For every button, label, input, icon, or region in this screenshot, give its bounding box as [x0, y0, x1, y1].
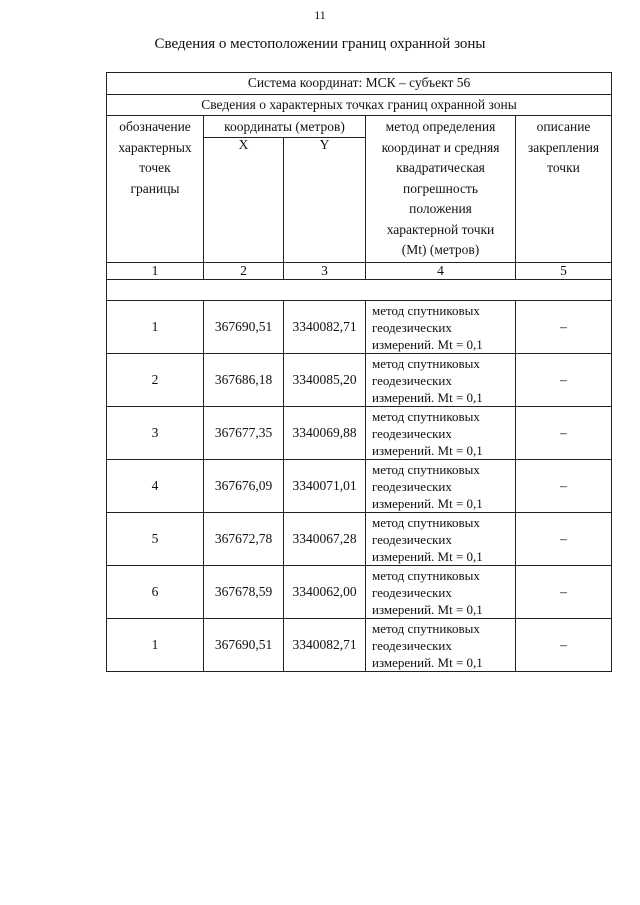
boundary-points-table	[106, 72, 612, 672]
point-cell: 4	[107, 460, 204, 513]
column-number: 3	[284, 263, 366, 280]
column-number: 1	[107, 263, 204, 280]
x-cell: 367678,59	[204, 566, 284, 619]
fixing-cell: –	[516, 407, 612, 460]
point-cell: 1	[107, 619, 204, 672]
method-cell: метод спутниковых геодезических измерений. Mt = 0,1	[366, 354, 516, 407]
page-number: 11	[314, 8, 326, 22]
table-row	[107, 301, 612, 354]
method-cell: метод спутниковых геодезических измерений. Mt = 0,1	[366, 407, 516, 460]
table-row	[107, 513, 612, 566]
spacer-row	[107, 280, 612, 301]
table-row	[107, 619, 612, 672]
fixing-cell: –	[516, 566, 612, 619]
table-row	[107, 460, 612, 513]
column-number: 2	[204, 263, 284, 280]
method-cell: метод спутниковых геодезических измерений. Mt = 0,1	[366, 301, 516, 354]
table-row	[107, 566, 612, 619]
document-title: Сведения о местоположении границ охранной зоны	[154, 36, 486, 52]
y-cell: 3340082,71	[284, 619, 366, 672]
coordinate-system-cell: Система координат: МСК – субъект 56	[107, 73, 612, 95]
header-point-designation: обозначение характерных точек границы	[107, 116, 204, 263]
table-row	[107, 407, 612, 460]
fixing-cell: –	[516, 460, 612, 513]
header-method: метод определения координат и средняя квадратическая погрешность положения характерной точки (Mt) (метров)	[366, 116, 516, 263]
point-cell: 2	[107, 354, 204, 407]
y-cell: 3340071,01	[284, 460, 366, 513]
column-number: 5	[516, 263, 612, 280]
table-row	[107, 354, 612, 407]
x-cell: 367672,78	[204, 513, 284, 566]
fixing-cell: –	[516, 619, 612, 672]
x-cell: 367677,35	[204, 407, 284, 460]
x-cell: 367690,51	[204, 301, 284, 354]
fixing-cell: –	[516, 513, 612, 566]
y-cell: 3340082,71	[284, 301, 366, 354]
y-cell: 3340069,88	[284, 407, 366, 460]
column-number: 4	[366, 263, 516, 280]
method-cell: метод спутниковых геодезических измерений. Mt = 0,1	[366, 566, 516, 619]
point-cell: 5	[107, 513, 204, 566]
header-coordinates: координаты (метров)	[204, 116, 366, 138]
fixing-cell: –	[516, 354, 612, 407]
x-cell: 367690,51	[204, 619, 284, 672]
header-fixing-description: описание закрепления точки	[516, 116, 612, 263]
column-number-row	[107, 263, 612, 280]
y-cell: 3340085,20	[284, 354, 366, 407]
x-cell: 367686,18	[204, 354, 284, 407]
point-cell: 6	[107, 566, 204, 619]
header-x: X	[204, 138, 284, 263]
y-cell: 3340062,00	[284, 566, 366, 619]
header-y: Y	[284, 138, 366, 263]
point-cell: 1	[107, 301, 204, 354]
method-cell: метод спутниковых геодезических измерений. Mt = 0,1	[366, 460, 516, 513]
fixing-cell: –	[516, 301, 612, 354]
spacer-cell	[107, 280, 612, 301]
method-cell: метод спутниковых геодезических измерений. Mt = 0,1	[366, 619, 516, 672]
point-cell: 3	[107, 407, 204, 460]
x-cell: 367676,09	[204, 460, 284, 513]
y-cell: 3340067,28	[284, 513, 366, 566]
method-cell: метод спутниковых геодезических измерений. Mt = 0,1	[366, 513, 516, 566]
section-title-cell: Сведения о характерных точках границ охранной зоны	[107, 94, 612, 116]
